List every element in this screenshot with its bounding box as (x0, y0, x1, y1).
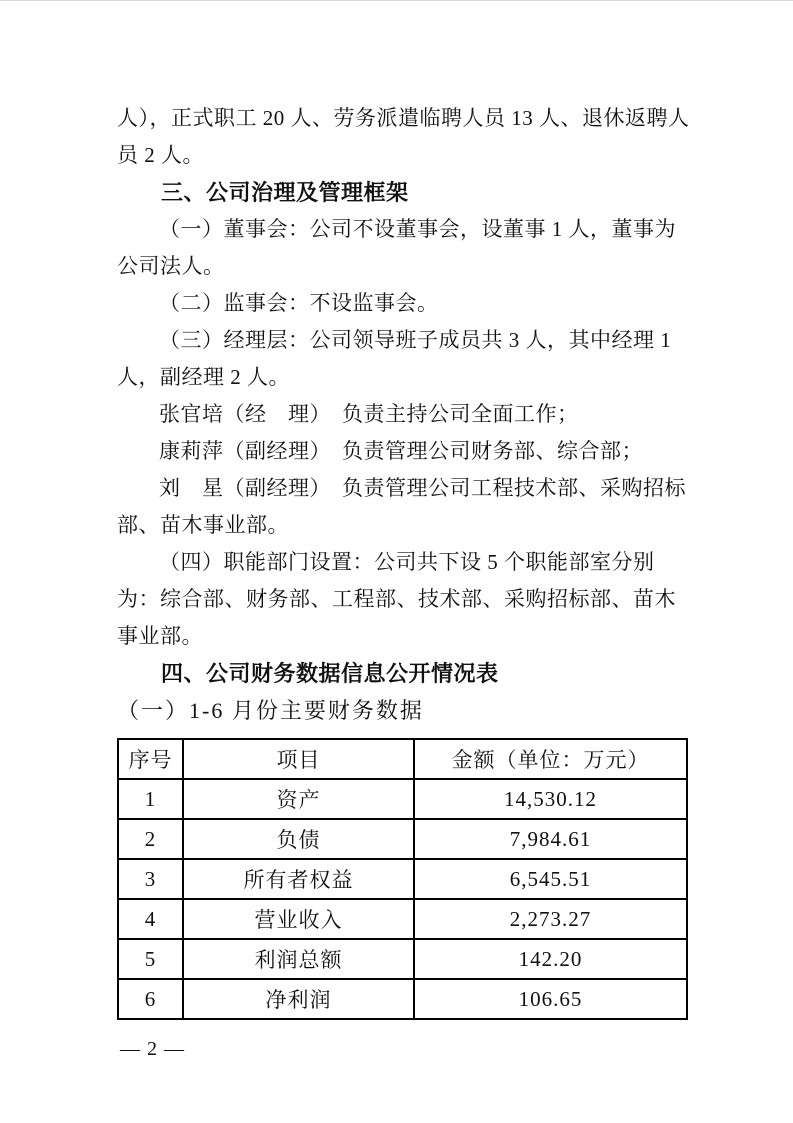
cell-item: 资产 (183, 779, 414, 819)
paragraph-supervisory: （二）监事会：不设监事会。 (159, 291, 439, 315)
table-row (118, 979, 687, 1019)
cell-index: 1 (118, 779, 183, 819)
cell-index: 4 (118, 899, 183, 939)
table-row (118, 899, 687, 939)
table-row (118, 779, 687, 819)
paragraph-departments: （四）职能部门设置：公司共下设 5 个职能部室分别为：综合部、财务部、工程部、技术部、采购招标部、苗木事业部。 (117, 550, 676, 648)
page-content (117, 100, 693, 1020)
cell-amount: 6,545.51 (414, 859, 687, 899)
table-header-index: 序号 (118, 739, 183, 779)
paragraph-manager-kang: 康莉萍（副经理） 负责管理公司财务部、综合部； (159, 439, 643, 463)
table-header-row (118, 739, 687, 779)
table-row (118, 859, 687, 899)
cell-amount: 106.65 (414, 979, 687, 1019)
paragraph-board: （一）董事会：公司不设董事会，设董事 1 人，董事为公司法人。 (117, 217, 676, 278)
cell-item: 营业收入 (183, 899, 414, 939)
cell-index: 6 (118, 979, 183, 1019)
cell-amount: 14,530.12 (414, 779, 687, 819)
paragraph-manager-liu: 刘 星（副经理） 负责管理公司工程技术部、采购招标部、苗木事业部。 (117, 476, 686, 537)
cell-amount: 142.20 (414, 939, 687, 979)
cell-item: 利润总额 (183, 939, 414, 979)
cell-amount: 7,984.61 (414, 819, 687, 859)
cell-amount: 2,273.27 (414, 899, 687, 939)
table-row (118, 939, 687, 979)
financial-data-table (117, 738, 688, 1020)
page-number: — 2 — (120, 1038, 185, 1060)
cell-index: 2 (118, 819, 183, 859)
paragraph-management: （三）经理层：公司领导班子成员共 3 人，其中经理 1 人，副经理 2 人。 (117, 328, 672, 389)
table-header-item: 项目 (183, 739, 414, 779)
cell-index: 5 (118, 939, 183, 979)
section-heading-governance: 三、公司治理及管理框架 (161, 180, 409, 205)
table-header-amount: 金额（单位：万元） (414, 739, 687, 779)
paragraph-manager-zhang: 张官培（经 理） 负责主持公司全面工作； (159, 402, 579, 426)
cell-item: 负债 (183, 819, 414, 859)
subsection-heading-financial-data: （一）1-6 月份主要财务数据 (117, 698, 424, 723)
cell-item: 净利润 (183, 979, 414, 1019)
cell-index: 3 (118, 859, 183, 899)
section-heading-financial: 四、公司财务数据信息公开情况表 (161, 661, 499, 686)
cell-item: 所有者权益 (183, 859, 414, 899)
paragraph-staffing-continuation: 人），正式职工 20 人、劳务派遣临聘人员 13 人、退休返聘人员 2 人。 (117, 106, 690, 167)
table-row (118, 819, 687, 859)
